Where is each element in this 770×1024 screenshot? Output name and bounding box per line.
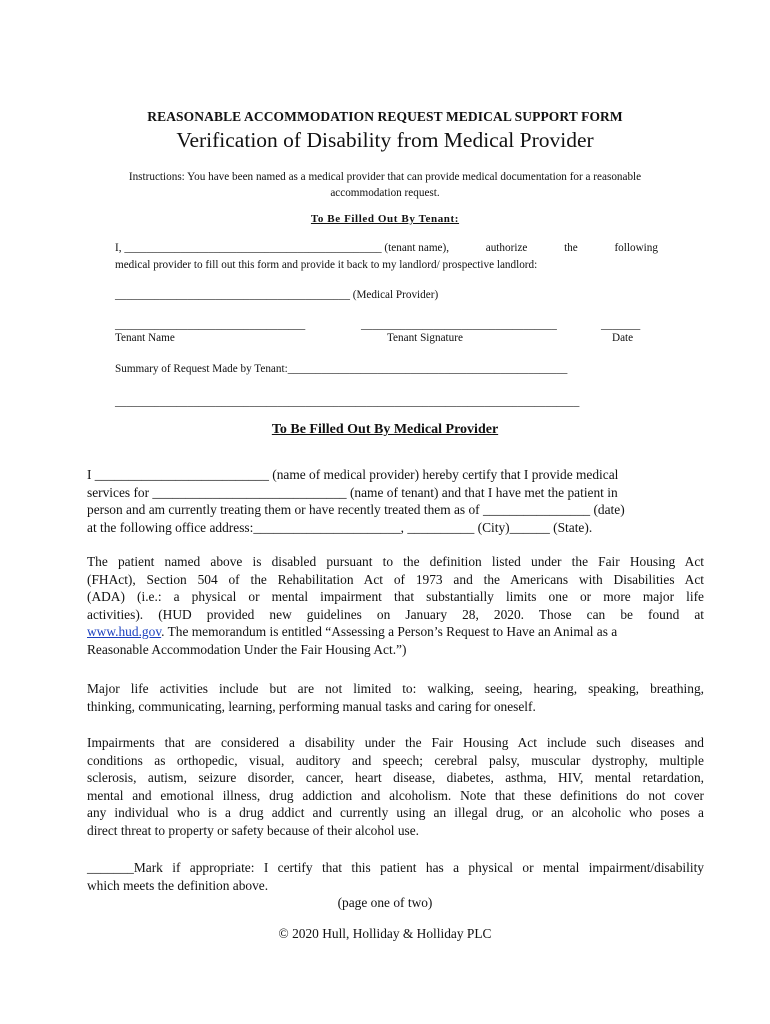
paragraph-line: Major life activities include but are not limited to: walking, seeing, hearing, speaking, breathing, <box>87 681 704 696</box>
copyright-notice: © 2020 Hull, Holliday & Holliday PLC <box>278 926 492 941</box>
tenant-signature-label: Tenant Signature <box>387 332 463 344</box>
tenant-name-blank[interactable]: __________________________________ <box>115 319 306 331</box>
certification-block <box>87 466 693 536</box>
summary-continuation-field[interactable]: ___________________________________________________________________________________ <box>115 396 580 408</box>
hud-link[interactable]: www.hud.gov <box>87 624 162 640</box>
paragraph-line: which meets the definition above. <box>87 877 269 893</box>
certify-line[interactable]: I __________________________ (name of medical provider) hereby certify that I provide medical <box>87 467 619 482</box>
tenant-name-field[interactable]: I, ______________________________________________ (tenant name), <box>115 242 450 254</box>
impairments-paragraph <box>87 734 704 840</box>
tenant-authorization-line-2: medical provider to fill out this form and provide it back to my landlord/ prospective landlord: <box>115 259 538 271</box>
medical-provider-field[interactable]: __________________________________________ (Medical Provider) <box>115 289 439 301</box>
tenant-authorization-line-1 <box>115 242 658 254</box>
paragraph-line <box>87 623 704 641</box>
paragraph-line: conditions as orthopedic, visual, auditory and speech; cerebral palsy, muscular dystrophy, multiple <box>87 752 704 768</box>
form-title: Verification of Disability from Medical Provider <box>176 128 594 152</box>
paragraph-line: activities). (HUD provided new guidelines on January 28, 2020. Those can be found at <box>87 606 704 622</box>
mark-if-appropriate-paragraph <box>87 859 704 894</box>
auth-word: the <box>564 242 578 254</box>
page-number: (page one of two) <box>337 895 433 910</box>
tenant-name-label: Tenant Name <box>115 332 175 344</box>
disability-definition-paragraph <box>87 553 704 659</box>
tenant-section-heading: To Be Filled Out By Tenant: <box>310 213 460 225</box>
paragraph-line: Reasonable Accommodation Under the Fair Housing Act.”) <box>87 641 407 657</box>
date-blank[interactable]: _______ <box>601 319 641 331</box>
paragraph-line: (ADA) (i.e.: a physical or mental impairment that substantially limits one or more major life <box>87 589 704 605</box>
paragraph-line: mental and emotional illness, drug addiction and alcoholism. Note that these definitions do not cover <box>87 787 704 803</box>
mark-if-appropriate-field[interactable]: _______Mark if appropriate: I certify that this patient has a physical or mental impairment/disability <box>87 860 704 875</box>
date-label: Date <box>612 332 634 344</box>
paragraph-line: any individual who is a drug addict and currently using an illegal drug, or an alcoholic who poses a <box>87 805 704 821</box>
paragraph-line: The patient named above is disabled pursuant to the definition listed under the Fair Housing Act <box>87 554 704 569</box>
instructions: Instructions: You have been named as a medical provider that can provide medical documentation for a reasonable accommodation request. <box>128 171 642 199</box>
auth-word: following <box>614 242 658 254</box>
provider-section-heading: To Be Filled Out By Medical Provider <box>271 422 499 437</box>
certify-line[interactable]: person and am currently treating them or have recently treated them as of ________________ (date) <box>87 502 625 518</box>
certify-line[interactable]: at the following office address:______________________, __________ (City)______ (State). <box>87 519 593 535</box>
summary-of-request-field[interactable]: Summary of Request Made by Tenant:__________________________________________________ <box>115 363 568 375</box>
link-trailing-text: . The memorandum is entitled “Assessing a Person’s Request to Have an Animal as a <box>161 624 618 640</box>
paragraph-line: direct threat to property or safety because of their alcohol use. <box>87 822 420 838</box>
paragraph-line: (FHAct), Section 504 of the Rehabilitation Act of 1973 and the Americans with Disabilities Act <box>87 571 704 587</box>
paragraph-line: sclerosis, autism, seizure disorder, cancer, heart disease, diabetes, asthma, HIV, mental retardation, <box>87 770 704 786</box>
tenant-signature-blank[interactable]: ___________________________________ <box>361 319 557 331</box>
paragraph-line: thinking, communicating, learning, performing manual tasks and caring for oneself. <box>87 698 536 714</box>
certify-line[interactable]: services for _____________________________ (name of tenant) and that I have met the patient in <box>87 484 618 500</box>
paragraph-line: Impairments that are considered a disability under the Fair Housing Act include such diseases and <box>87 735 704 750</box>
auth-word: authorize <box>485 242 528 254</box>
major-life-activities-paragraph <box>87 680 704 715</box>
form-heading: REASONABLE ACCOMMODATION REQUEST MEDICAL SUPPORT FORM <box>147 109 623 124</box>
